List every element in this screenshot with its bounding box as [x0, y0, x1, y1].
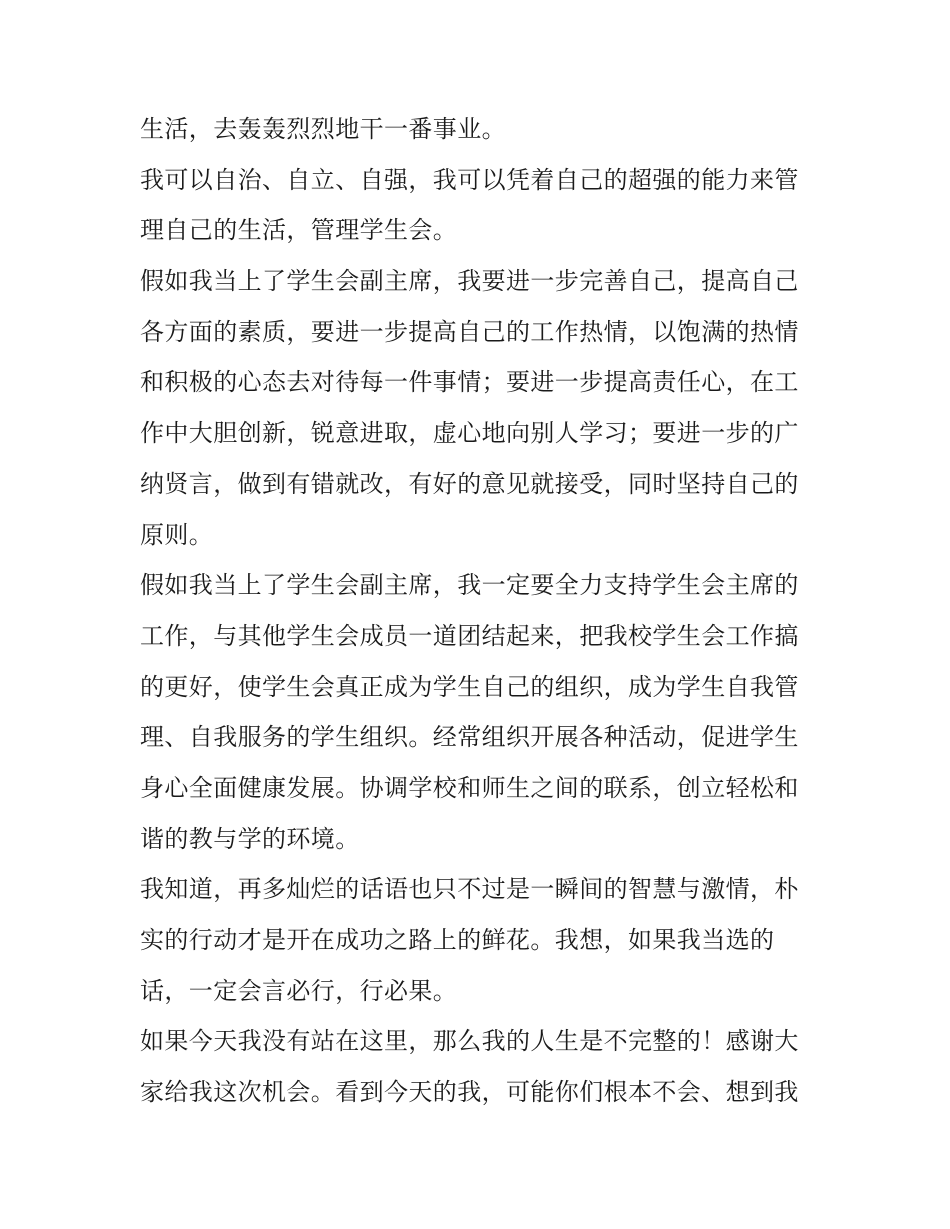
text-line: 理自己的生活，管理学生会。 [140, 216, 458, 245]
text-line: 和积极的心态去对待每一件事情；要进一步提高责任心，在工 [140, 368, 799, 397]
text-line: 话，一定会言必行，行必果。 [140, 976, 458, 1005]
text-line: 纳贤言，做到有错就改，有好的意见就接受，同时坚持自己的 [140, 469, 799, 498]
text-line: 原则。 [140, 520, 214, 549]
text-line: 假如我当上了学生会副主席，我一定要全力支持学生会主席的 [140, 571, 799, 600]
text-line: 工作，与其他学生会成员一道团结起来，把我校学生会工作搞 [140, 621, 799, 650]
text-line: 我可以自治、自立、自强，我可以凭着自己的超强的能力来管 [140, 165, 799, 194]
text-line: 谐的教与学的环境。 [140, 824, 360, 853]
text-line: 理、自我服务的学生组织。经常组织开展各种活动，促进学生 [140, 723, 799, 752]
text-line: 家给我这次机会。看到今天的我，可能你们根本不会、想到我 [140, 1078, 799, 1107]
text-line: 我知道，再多灿烂的话语也只不过是一瞬间的智慧与激情，朴 [140, 875, 799, 904]
text-line: 如果今天我没有站在这里，那么我的人生是不完整的！感谢大 [140, 1027, 799, 1056]
text-line: 假如我当上了学生会副主席，我要进一步完善自己，提高自己 [140, 267, 799, 296]
text-line: 作中大胆创新，锐意进取，虚心地向别人学习；要进一步的广 [140, 419, 799, 448]
text-line: 各方面的素质，要进一步提高自己的工作热情，以饱满的热情 [140, 317, 799, 346]
text-line: 身心全面健康发展。协调学校和师生之间的联系，创立轻松和 [140, 773, 799, 802]
text-line: 生活，去轰轰烈烈地干一番事业。 [140, 115, 506, 143]
text-line: 的更好，使学生会真正成为学生自己的组织，成为学生自我管 [140, 672, 799, 701]
text-line: 实的行动才是开在成功之路上的鲜花。我想，如果我当选的 [140, 926, 775, 954]
document-body [140, 104, 812, 1118]
